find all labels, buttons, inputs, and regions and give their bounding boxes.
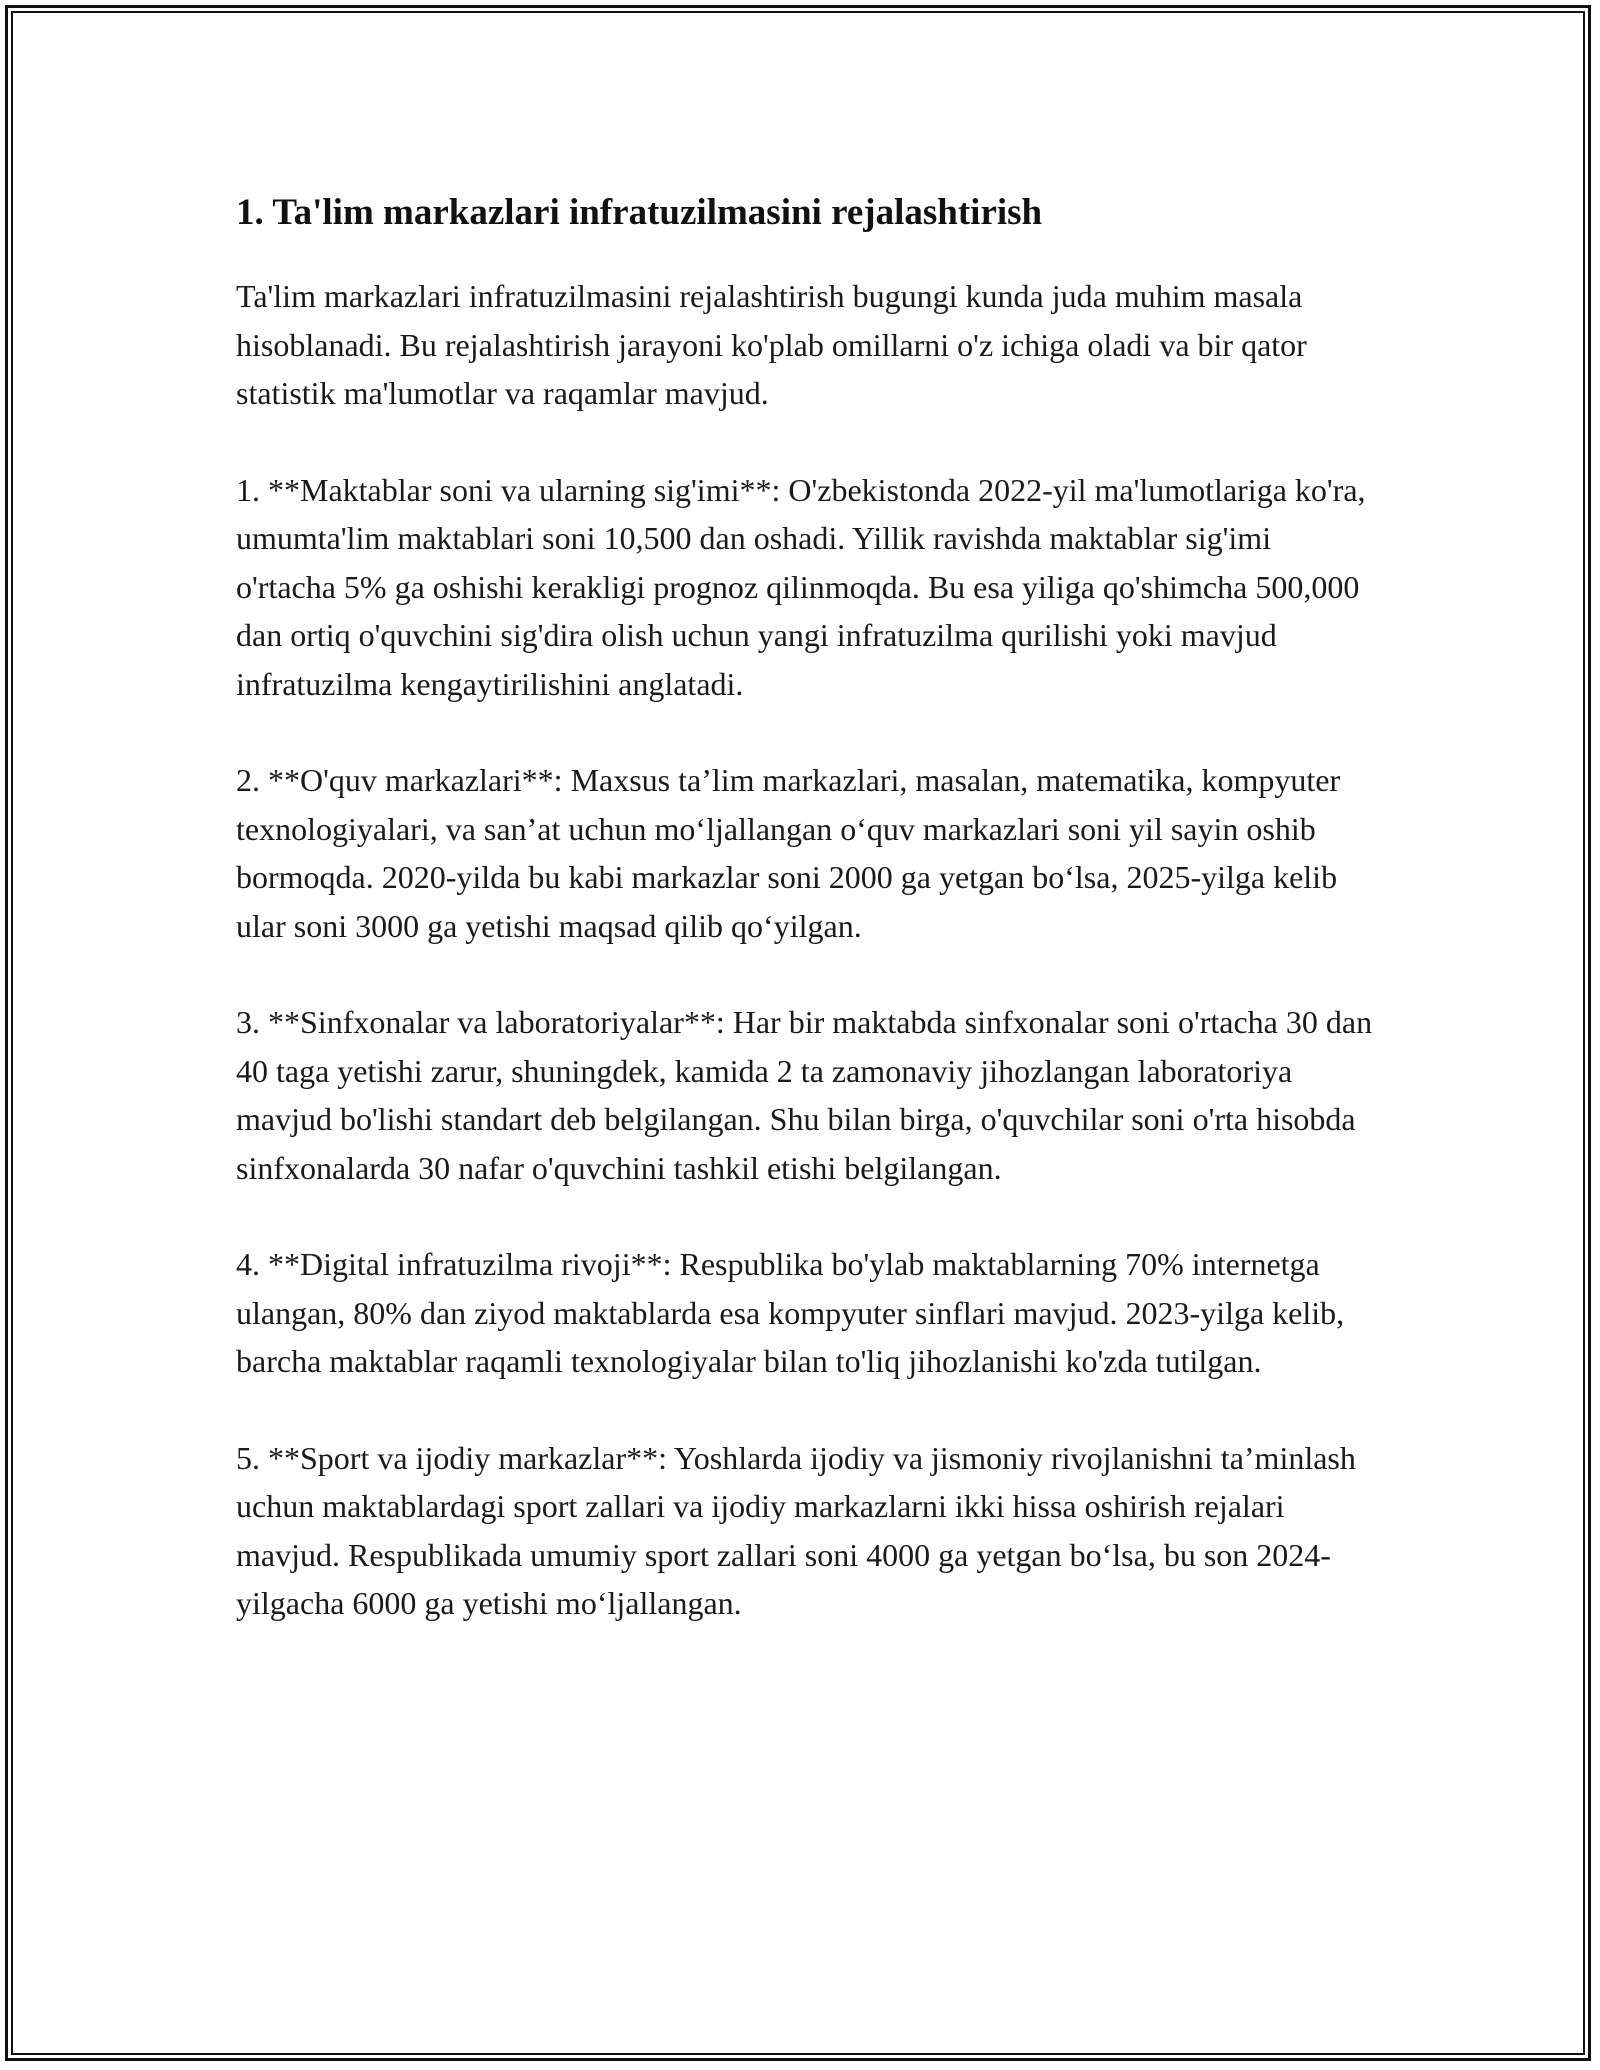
intro-paragraph: Ta'lim markazlari infratuzilmasini rejalashtirish bugungi kunda juda muhim masala hisoblanadi. Bu rejalashtirish jarayoni ko'plab omillarni o'z ichiga oladi va bir qator statistik ma'lumotlar va raqamlar mavjud. xyxy=(236,278,1307,411)
paragraph-sport-creative-centers: 5. **Sport va ijodiy markazlar**: Yoshlarda ijodiy va jismoniy rivojlanishni ta’minlash uchun maktablardagi sport zallari va ijodiy markazlarni ikki hissa oshirish rejalari mavjud. Respublikada umumiy sport zallari soni 4000 ga yetgan bo‘lsa, bu son 2024-yilgacha 6000 ga yetishi mo‘ljallangan. xyxy=(236,1439,1356,1621)
paragraph-classrooms-labs: 3. **Sinfxonalar va laboratoriyalar**: Har bir maktabda sinfxonalar soni o'rtacha 30 dan 40 taga yetishi zarur, shuningdek, kamida 2 ta zamonaviy jihozlangan laboratoriya mavjud bo'lishi standart deb belgilangan. Shu bilan birga, o'quvchilar soni o'rta hisobda sinfxonalarda 30 nafar o'quvchini tashkil etishi belgilangan. xyxy=(236,1004,1373,1186)
document-body xyxy=(236,182,1376,1676)
paragraph-digital-infrastructure: 4. **Digital infratuzilma rivoji**: Respublika bo'ylab maktablarning 70% internetga ulangan, 80% dan ziyod maktablarda esa kompyuter sinflari mavjud. 2023-yilga kelib, barcha maktablar raqamli texnologiyalar bilan to'liq jihozlanishi ko'zda tutilgan. xyxy=(236,1246,1345,1379)
document-heading: 1. Ta'lim markazlari infratuzilmasini rejalashtirish xyxy=(236,192,1043,233)
paragraph-training-centers: 2. **O'quv markazlari**: Maxsus ta’lim markazlari, masalan, matematika, kompyuter texnologiyalari, va san’at uchun mo‘ljallangan o‘quv markazlari soni yil sayin oshib bormoqda. 2020-yilda bu kabi markazlar soni 2000 ga yetgan bo‘lsa, 2025-yilga kelib ular soni 3000 ga yetishi maqsad qilib qo‘yilgan. xyxy=(236,762,1341,944)
paragraph-schools: 1. **Maktablar soni va ularning sig'imi**: O'zbekistonda 2022-yil ma'lumotlariga ko'ra, umumta'lim maktablari soni 10,500 dan oshadi. Yillik ravishda maktablar sig'imi o'rtacha 5% ga oshishi kerakligi prognoz qilinmoqda. Bu esa yiliga qo'shimcha 500,000 dan ortiq o'quvchini sig'dira olish uchun yangi infratuzilma qurilishi yoki mavjud infratuzilma kengaytirilishini anglatadi. xyxy=(236,471,1366,702)
